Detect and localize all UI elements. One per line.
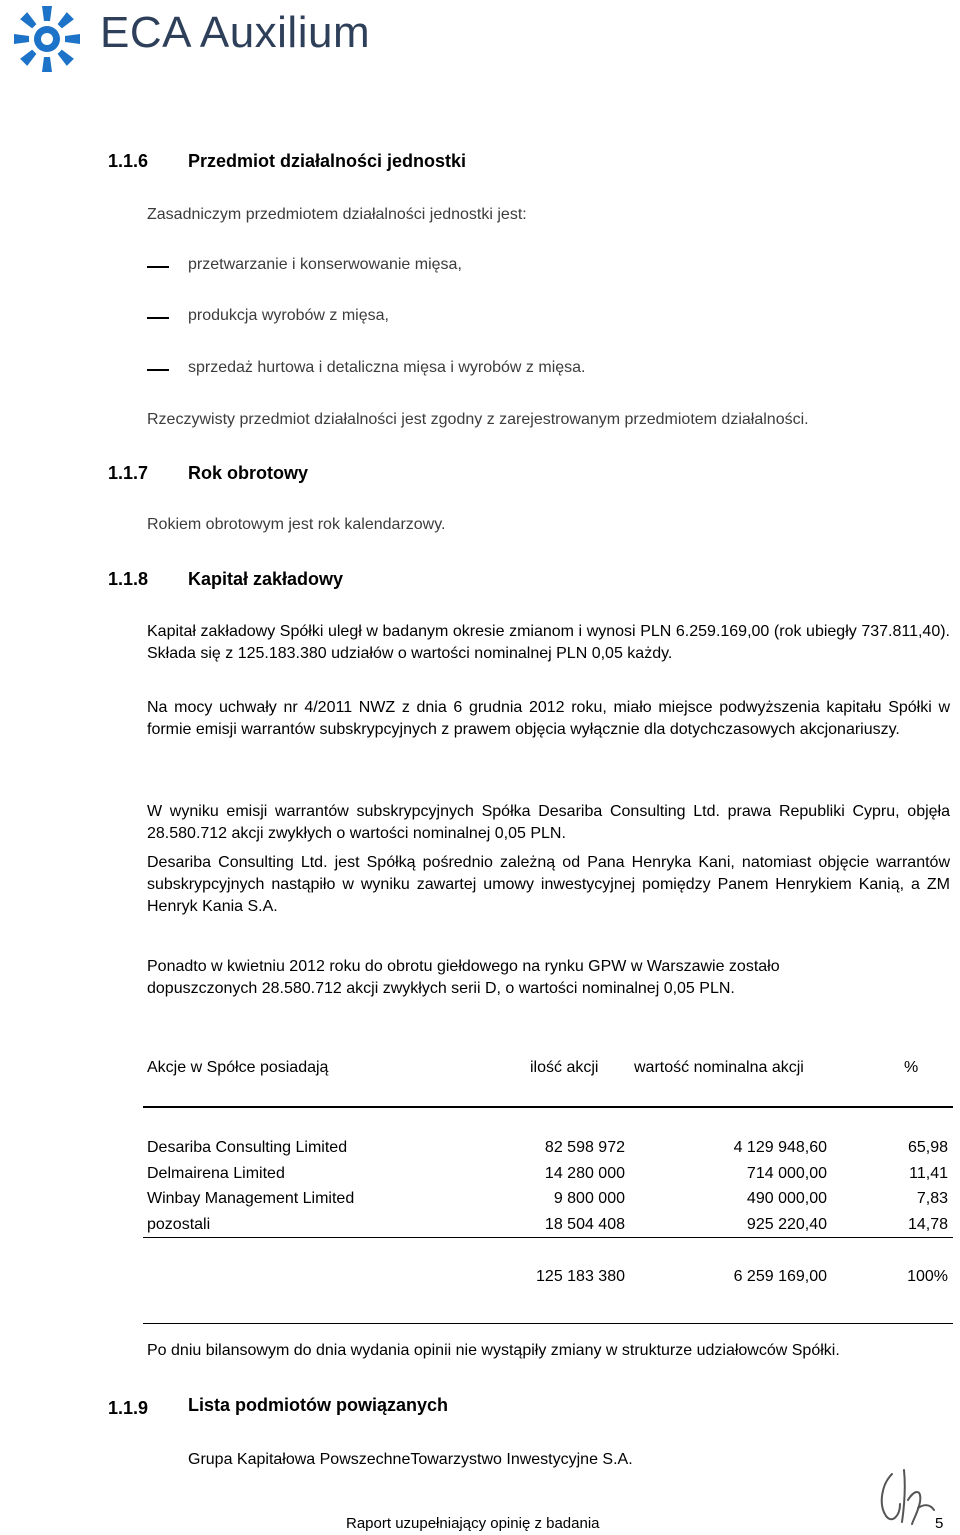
paragraph: Na mocy uchwały nr 4/2011 NWZ z dnia 6 grudnia 2012 roku, miało miejsce podwyższenia kapitału Spółki w formie emisji warrantów subskrypcyjnych z prawem objęcia wyłącznie dla dotychczasowych akcjonariuszy. — [147, 699, 950, 738]
table-header: % — [904, 1059, 919, 1076]
table-total: 6 259 169,00 — [733, 1268, 827, 1285]
table-cell: 490 000,00 — [746, 1190, 827, 1207]
eca-logo-icon — [12, 4, 82, 74]
table-cell: 7,83 — [916, 1190, 948, 1207]
table-cell: 18 504 408 — [544, 1216, 625, 1233]
paragraph: Ponadto w kwietniu 2012 roku do obrotu giełdowego na rynku GPW w Warszawie zostało dopuszczonych 28.580.712 akcji zwykłych serii D, o wartości nominalnej 0,05 PLN. — [147, 958, 780, 997]
intro-text: Zasadniczym przedmiotem działalności jednostki jest: — [147, 206, 527, 223]
note-text: Rzeczywisty przedmiot działalności jest zgodny z zarejestrowanym przedmiotem działalności. — [147, 411, 809, 428]
list-item: sprzedaż hurtowa i detaliczna mięsa i wyrobów z mięsa. — [188, 359, 586, 376]
table-cell: 14 280 000 — [544, 1165, 625, 1182]
table-cell: 925 220,40 — [746, 1216, 827, 1233]
table-header: wartość nominalna akcji — [634, 1059, 804, 1076]
table-cell: 11,41 — [909, 1165, 948, 1182]
page-number: 5 — [935, 1515, 944, 1532]
table-cell: 4 129 948,60 — [733, 1139, 827, 1156]
section-title: Kapitał zakładowy — [188, 569, 344, 589]
table-cell: Desariba Consulting Limited — [147, 1139, 348, 1156]
table-rule — [143, 1237, 953, 1238]
table-cell: pozostali — [147, 1216, 211, 1233]
paragraph: W wyniku emisji warrantów subskrypcyjnych Spółka Desariba Consulting Ltd. prawa Republiki Cypru, objęła 28.580.712 akcji zwykłych o wartości nominalnej 0,05 PLN. — [147, 803, 950, 842]
section-title: Lista podmiotów powiązanych — [188, 1395, 449, 1415]
body-text: Grupa Kapitałowa PowszechneTowarzystwo Inwestycyjne S.A. — [188, 1451, 633, 1468]
section-number: 1.1.9 — [108, 1398, 149, 1418]
table-header: ilość akcji — [530, 1059, 599, 1076]
list-bullet — [147, 317, 169, 319]
table-cell: 14,78 — [907, 1216, 948, 1233]
table-cell: 714 000,00 — [746, 1165, 827, 1182]
section-number: 1.1.6 — [108, 151, 149, 171]
table-cell: Delmairena Limited — [147, 1165, 285, 1182]
table-header: Akcje w Spółce posiadają — [147, 1059, 329, 1076]
list-bullet — [147, 266, 169, 268]
body-text: Rokiem obrotowym jest rok kalendarzowy. — [147, 516, 446, 533]
table-cell: Winbay Management Limited — [147, 1190, 355, 1207]
section-number: 1.1.8 — [108, 569, 149, 589]
paragraph: Kapitał zakładowy Spółki uległ w badanym okresie zmianom i wynosi PLN 6.259.169,00 (rok ubiegły 737.811,40). Składa się z 125.183.380 udziałów o wartości nominalnej PLN 0,05 każdy. — [147, 623, 950, 662]
body-text: Po dniu bilansowym do dnia wydania opinii nie wystąpiły zmiany w strukturze udziałowców Spółki. — [147, 1342, 840, 1359]
paragraph: Desariba Consulting Ltd. jest Spółką pośrednio zależną od Pana Henryka Kani, natomiast objęcie warrantów subskrypcyjnych nastąpiło w wyniku zawartej umowy inwestycyjnej pomiędzy Panem Henrykiem Kanią, a ZM Henryk Kania S.A. — [147, 854, 950, 915]
brand-name: ECA Auxilium — [100, 8, 371, 57]
list-item: produkcja wyrobów z mięsa, — [188, 307, 389, 324]
table-cell: 9 800 000 — [553, 1190, 625, 1207]
table-total: 125 183 380 — [536, 1268, 625, 1285]
list-item: przetwarzanie i konserwowanie mięsa, — [188, 256, 462, 273]
table-rule — [143, 1323, 953, 1324]
table-total: 100% — [907, 1268, 948, 1285]
section-title: Przedmiot działalności jednostki — [188, 151, 467, 171]
section-number: 1.1.7 — [108, 463, 149, 483]
footer-caption: Raport uzupełniający opinię z badania — [346, 1515, 600, 1532]
table-rule — [143, 1106, 953, 1108]
list-bullet — [147, 369, 169, 371]
table-cell: 65,98 — [907, 1139, 948, 1156]
section-title: Rok obrotowy — [188, 463, 308, 483]
signature-icon — [874, 1460, 938, 1530]
table-cell: 82 598 972 — [544, 1139, 625, 1156]
